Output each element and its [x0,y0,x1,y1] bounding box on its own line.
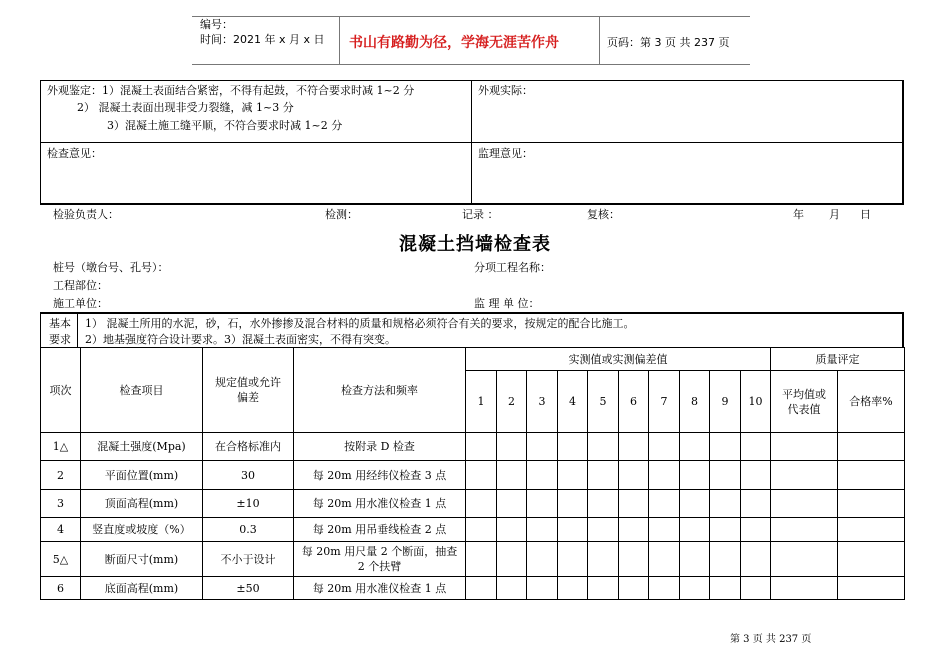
appearance-actual-label: 外观实际： [478,84,533,97]
inspection-table [40,347,905,600]
table-row [41,433,905,461]
table-divider [77,314,78,348]
supervision-unit-label: 监 理 单 位： [474,297,540,310]
measure-col-header: 5 [588,371,619,433]
table-divider [41,142,903,143]
measure-cell[interactable] [558,518,588,542]
table-row [41,542,905,577]
measure-cell[interactable] [588,518,619,542]
average-cell[interactable] [771,433,838,461]
header-cell-item: 检查项目 [81,348,203,433]
appearance-table [40,80,904,205]
pass-rate-cell[interactable] [838,490,905,518]
measure-col-header: 6 [619,371,649,433]
measure-cell[interactable] [558,490,588,518]
signature-day: 日 [860,208,871,221]
measure-cell[interactable] [558,542,588,577]
signature-recheck: 复核： [587,208,620,221]
measure-cell[interactable] [497,518,527,542]
row-check-item: 底面高程(mm) [81,577,203,600]
measure-cell[interactable] [588,490,619,518]
header-cell-average: 平均值或代表值 [771,371,838,433]
measure-cell[interactable] [558,577,588,600]
measure-cell[interactable] [619,518,649,542]
measure-col-header: 3 [527,371,558,433]
average-cell[interactable] [771,518,838,542]
construction-unit-label: 施工单位： [53,297,108,310]
header-motto: 书山有路勤为径，学海无涯苦作舟 [349,35,559,51]
measure-cell[interactable] [649,461,680,490]
header-meta [200,17,325,47]
inspection-opinion-label: 检查意见： [47,147,102,160]
measure-cell[interactable] [558,433,588,461]
signature-record: 记录 ： [462,208,499,221]
measure-cell[interactable] [497,542,527,577]
row-check-item: 断面尺寸(mm) [81,542,203,577]
measure-cell[interactable] [680,577,710,600]
signature-inspect: 检测： [325,208,358,221]
pass-rate-cell[interactable] [838,433,905,461]
header-cell-spec: 规定值或允许偏差 [203,348,294,433]
measure-cell[interactable] [710,461,741,490]
measure-col-header: 4 [558,371,588,433]
document-time-label: 时间：2021 年 x 月 x 日 [200,33,325,46]
measure-col-header: 8 [680,371,710,433]
row-check-item: 顶面高程(mm) [81,490,203,518]
row-number: 2 [41,461,81,490]
basic-requirement-line-2: 2）地基强度符合设计要求。3）混凝土表面密实，不得有突变。 [85,333,396,346]
pass-rate-cell[interactable] [838,577,905,600]
signature-responsible: 检验负责人： [53,208,119,221]
measure-cell[interactable] [527,542,558,577]
row-spec-value: 不小于设计 [203,542,294,577]
measure-cell[interactable] [649,433,680,461]
row-check-method: 每 20m 用经纬仪检查 3 点 [294,461,466,490]
header-divider [339,16,340,64]
table-row [41,490,905,518]
sub-project-label: 分项工程名称： [474,261,551,274]
measure-col-header: 1 [466,371,497,433]
row-check-item: 混凝土强度(Mpa) [81,433,203,461]
measure-cell[interactable] [619,542,649,577]
average-cell[interactable] [771,577,838,600]
row-check-item: 竖直度或坡度（%） [81,518,203,542]
row-number: 5△ [41,542,81,577]
basic-requirements [40,312,904,348]
row-number: 6 [41,577,81,600]
pass-rate-cell[interactable] [838,518,905,542]
measure-cell[interactable] [588,461,619,490]
measure-cell[interactable] [741,518,771,542]
measure-cell[interactable] [680,461,710,490]
row-spec-value: ±10 [203,490,294,518]
basic-requirement-line-1: 1） 混凝土所用的水泥，砂，石，水外掺掺及混合材料的质量和规格必须符合有关的要求，按规定的配合比施工。 [85,317,635,330]
measure-cell[interactable] [466,577,497,600]
average-cell[interactable] [771,542,838,577]
measure-cell[interactable] [497,433,527,461]
row-spec-value: 0.3 [203,518,294,542]
row-check-method: 每 20m 用水准仪检查 1 点 [294,577,466,600]
header-bottom-rule [192,64,750,65]
measure-cell[interactable] [558,461,588,490]
measure-col-header: 2 [497,371,527,433]
measure-cell[interactable] [527,577,558,600]
basic-label-1: 基本 [49,317,71,330]
pass-rate-cell[interactable] [838,542,905,577]
form-title: 混凝土挡墙检查表 [399,234,551,255]
measure-cell[interactable] [741,461,771,490]
header-cell-quality: 质量评定 [771,348,905,371]
measure-col-header: 9 [710,371,741,433]
measure-cell[interactable] [680,542,710,577]
measure-cell[interactable] [497,490,527,518]
measure-cell[interactable] [527,461,558,490]
measure-cell[interactable] [710,518,741,542]
measure-cell[interactable] [527,433,558,461]
measure-cell[interactable] [710,577,741,600]
measure-cell[interactable] [619,490,649,518]
measure-cell[interactable] [680,518,710,542]
measure-cell[interactable] [466,461,497,490]
row-check-method: 按附录 D 检查 [294,433,466,461]
average-cell[interactable] [771,490,838,518]
footer-page-number: 第 3 页 共 237 页 [730,634,812,645]
supervision-opinion-label: 监理意见： [478,147,533,160]
measure-cell[interactable] [741,542,771,577]
header-cell-method: 检查方法和频率 [294,348,466,433]
pile-number-label: 桩号（墩台号、孔号）： [53,261,169,274]
measure-cell[interactable] [588,577,619,600]
table-row [41,577,905,600]
measure-cell[interactable] [680,433,710,461]
measure-cell[interactable] [649,577,680,600]
measure-cell[interactable] [649,518,680,542]
row-number: 1△ [41,433,81,461]
measure-cell[interactable] [619,433,649,461]
appearance-eval-line-3: 3）混凝土施工缝平顺，不符合要求时减 1~2 分 [107,119,343,132]
measure-cell[interactable] [649,490,680,518]
measure-cell[interactable] [527,490,558,518]
header-cell-measured: 实测值或实测偏差值 [466,348,771,371]
row-spec-value: 在合格标准内 [203,433,294,461]
measure-cell[interactable] [741,490,771,518]
signature-month: 月 [829,208,840,221]
document-number-label: 编号： [200,18,233,31]
table-row [41,461,905,490]
measure-cell[interactable] [741,433,771,461]
measure-cell[interactable] [680,490,710,518]
measure-cell[interactable] [497,577,527,600]
signature-year: 年 [793,208,804,221]
measure-cell[interactable] [497,461,527,490]
measure-cell[interactable] [466,518,497,542]
measure-cell[interactable] [741,577,771,600]
measure-col-header: 7 [649,371,680,433]
row-spec-value: 30 [203,461,294,490]
measure-cell[interactable] [710,542,741,577]
header-cell-pass-rate: 合格率% [838,371,905,433]
measure-cell[interactable] [588,433,619,461]
measure-cell[interactable] [588,542,619,577]
average-cell[interactable] [771,461,838,490]
appearance-eval-line-1: 外观鉴定：1）混凝土表面结合紧密，不得有起鼓，不符合要求时减 1~2 分 [47,84,415,97]
row-check-method: 每 20m 用尺量 2 个断面，抽查 2 个扶臂 [294,542,466,577]
header-cell-no: 项次 [41,348,81,433]
header-page-number: 页码：第 3 页 共 237 页 [607,36,730,49]
project-part-label: 工程部位： [53,279,108,292]
pass-rate-cell[interactable] [838,461,905,490]
measure-cell[interactable] [710,490,741,518]
measure-cell[interactable] [710,433,741,461]
measure-cell[interactable] [466,490,497,518]
measure-cell[interactable] [619,461,649,490]
row-check-item: 平面位置(mm) [81,461,203,490]
measure-cell[interactable] [649,542,680,577]
row-number: 4 [41,518,81,542]
appearance-eval-line-2: 2） 混凝土表面出现非受力裂缝，减 1~3 分 [77,101,294,114]
table-row [41,518,905,542]
measure-cell[interactable] [527,518,558,542]
measure-cell[interactable] [466,433,497,461]
header-divider [599,16,600,64]
row-spec-value: ±50 [203,577,294,600]
row-number: 3 [41,490,81,518]
measure-col-header: 10 [741,371,771,433]
measure-cell[interactable] [619,577,649,600]
measure-cell[interactable] [466,542,497,577]
row-check-method: 每 20m 用水准仪检查 1 点 [294,490,466,518]
basic-label-2: 要求 [49,333,71,346]
row-check-method: 每 20m 用吊垂线检查 2 点 [294,518,466,542]
